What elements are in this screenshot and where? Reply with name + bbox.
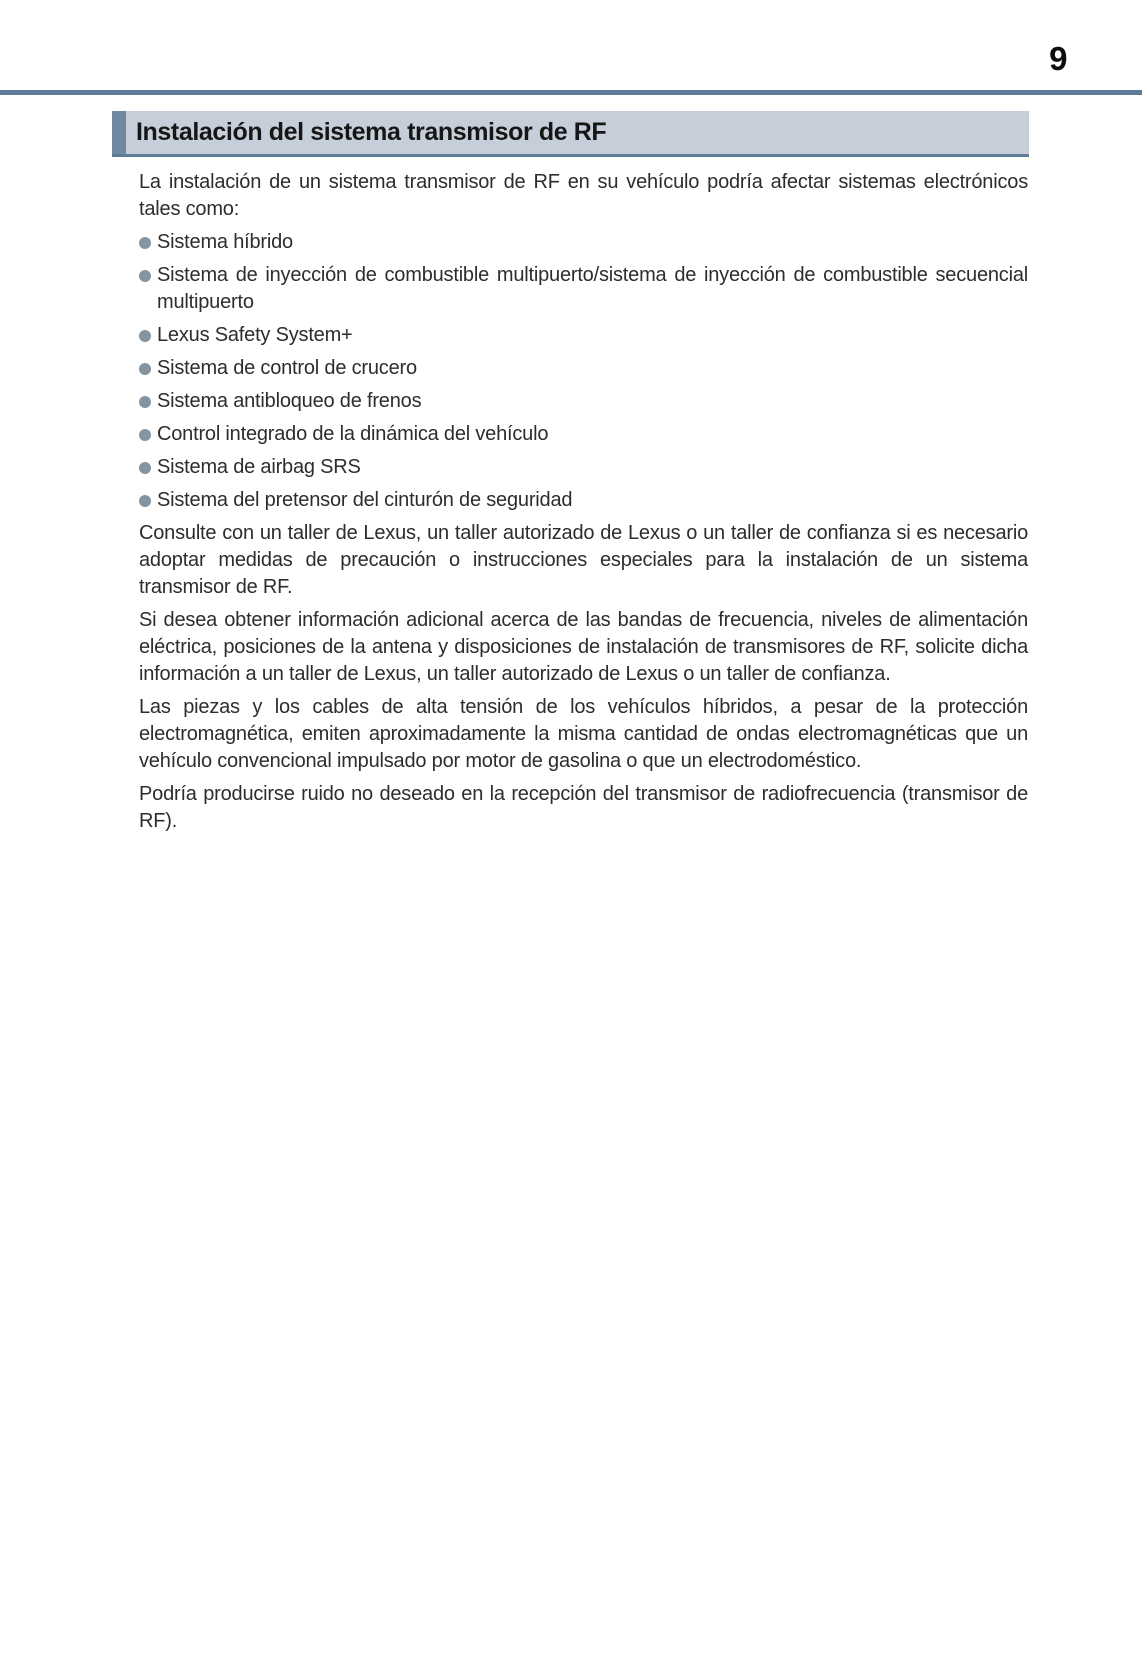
list-item <box>139 487 1028 514</box>
list-item <box>139 454 1028 481</box>
bullet-list <box>139 229 1028 514</box>
body-paragraph: Podría producirse ruido no deseado en la recepción del transmisor de radiofrecuencia (transmisor de RF). <box>139 783 1028 832</box>
list-item <box>139 355 1028 382</box>
section-header-edge-bar <box>112 111 126 154</box>
list-item-text: Control integrado de la dinámica del vehículo <box>157 423 549 445</box>
bullet-icon <box>139 429 151 441</box>
list-item <box>139 322 1028 349</box>
bullet-icon <box>139 363 151 375</box>
list-item <box>139 229 1028 256</box>
bullet-icon <box>139 237 151 249</box>
page-content <box>139 169 1028 835</box>
body-paragraph: Consulte con un taller de Lexus, un taller autorizado de Lexus o un taller de confianza si es necesario adoptar medidas de precaución o instrucciones especiales para la instalación de un sistema transmisor de RF. <box>139 522 1028 598</box>
body-paragraph: Las piezas y los cables de alta tensión de los vehículos híbridos, a pesar de la protección electromagnética, emiten aproximadamente la misma cantidad de ondas electromagnéticas que un vehículo convencional impulsado por motor de gasolina o que un electrodoméstico. <box>139 696 1028 772</box>
list-item-text: Lexus Safety System+ <box>157 324 353 346</box>
page-number: 9 <box>1049 40 1067 77</box>
list-item-text: Sistema del pretensor del cinturón de seguridad <box>157 489 573 511</box>
list-item <box>139 421 1028 448</box>
list-item-text: Sistema de control de crucero <box>157 357 417 379</box>
list-item <box>139 388 1028 415</box>
intro-paragraph: La instalación de un sistema transmisor de RF en su vehículo podría afectar sistemas electrónicos tales como: <box>139 171 1028 220</box>
list-item <box>139 262 1028 316</box>
bullet-icon <box>139 270 151 282</box>
list-item-text: Sistema de airbag SRS <box>157 456 361 478</box>
header-rule <box>0 90 1142 95</box>
section-title: Instalación del sistema transmisor de RF <box>136 118 607 146</box>
body-paragraph: Si desea obtener información adicional acerca de las bandas de frecuencia, niveles de alimentación eléctrica, posiciones de la antena y disposiciones de instalación de transmisores de RF, solicite dicha información a un taller de Lexus, un taller autorizado de Lexus o un taller de confianza. <box>139 609 1028 685</box>
bullet-icon <box>139 495 151 507</box>
list-item-text: Sistema híbrido <box>157 231 293 253</box>
bullet-icon <box>139 462 151 474</box>
bullet-icon <box>139 396 151 408</box>
list-item-text: Sistema antibloqueo de frenos <box>157 390 422 412</box>
bullet-icon <box>139 330 151 342</box>
section-header <box>112 111 1029 157</box>
list-item-text: Sistema de inyección de combustible multipuerto/sistema de inyección de combustible secuencial multipuerto <box>157 264 1028 313</box>
